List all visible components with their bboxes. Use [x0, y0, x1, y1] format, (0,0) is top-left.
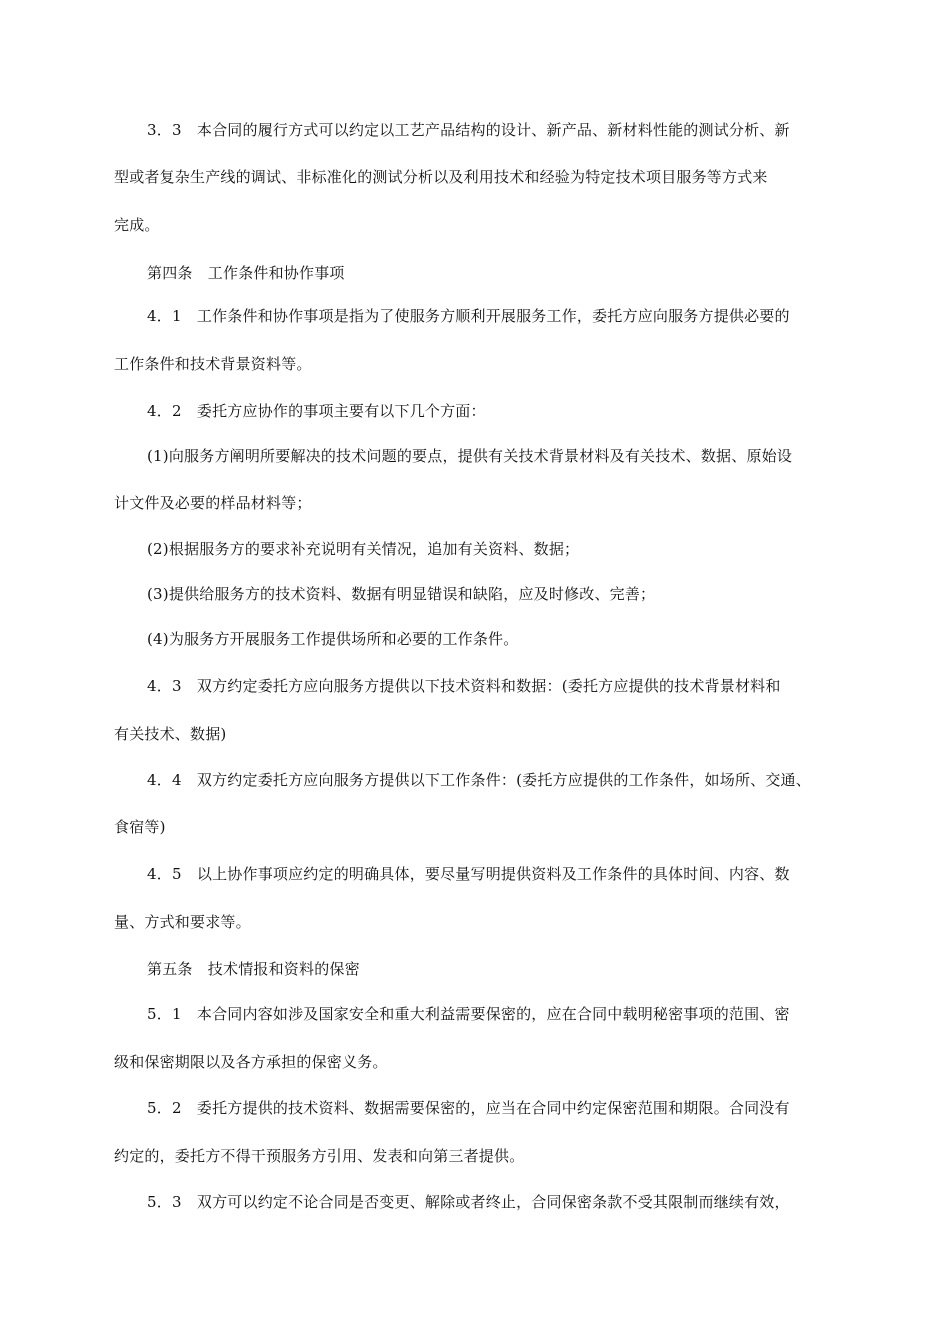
- clause-4-3-line-2: 有关技术、数据): [114, 725, 227, 743]
- clause-5-2-line-2: 约定的，委托方不得干预服务方引用、发表和向第三者提供。: [114, 1147, 525, 1165]
- clause-4-4-line-2: 食宿等): [114, 818, 166, 836]
- article-5-heading: 第五条 技术情报和资料的保密: [147, 960, 360, 978]
- item-3: (3)提供给服务方的技术资料、数据有明显错误和缺陷，应及时修改、完善；: [147, 585, 656, 603]
- clause-5-1-line-1: 5．1 本合同内容如涉及国家安全和重大利益需要保密的，应在合同中载明秘密事项的范围、密: [147, 1005, 790, 1023]
- item-4: (4)为服务方开展服务工作提供场所和必要的工作条件。: [147, 630, 519, 648]
- clause-4-3-line-1: 4．3 双方约定委托方应向服务方提供以下技术资料和数据：(委托方应提供的技术背景材料和: [147, 677, 781, 695]
- clause-4-1-line-1: 4．1 工作条件和协作事项是指为了使服务方顺利开展服务工作，委托方应向服务方提供必要的: [147, 307, 790, 325]
- clause-4-2: 4．2 委托方应协作的事项主要有以下几个方面：: [147, 402, 486, 420]
- clause-4-5-line-1: 4．5 以上协作事项应约定的明确具体，要尽量写明提供资料及工作条件的具体时间、内容、数: [147, 865, 790, 883]
- clause-5-2-line-1: 5．2 委托方提供的技术资料、数据需要保密的，应当在合同中约定保密范围和期限。合同没有: [147, 1099, 790, 1117]
- item-1-line-2: 计文件及必要的样品材料等；: [114, 494, 312, 512]
- clause-3-3-line-1: 3．3 本合同的履行方式可以约定以工艺产品结构的设计、新产品、新材料性能的测试分析、新: [147, 121, 790, 139]
- clause-5-1-line-2: 级和保密期限以及各方承担的保密义务。: [114, 1053, 388, 1071]
- clause-3-3-line-3: 完成。: [114, 216, 160, 234]
- clause-5-3-line-1: 5．3 双方可以约定不论合同是否变更、解除或者终止，合同保密条款不受其限制而继续有效，: [147, 1193, 790, 1211]
- clause-3-3-line-2: 型或者复杂生产线的调试、非标准化的测试分析以及利用技术和经验为特定技术项目服务等方式来: [114, 168, 768, 186]
- clause-4-1-line-2: 工作条件和技术背景资料等。: [114, 355, 312, 373]
- clause-4-4-line-1: 4．4 双方约定委托方应向服务方提供以下工作条件：(委托方应提供的工作条件，如场所、交通、: [147, 771, 811, 789]
- item-2: (2)根据服务方的要求补充说明有关情况，追加有关资料、数据；: [147, 540, 580, 558]
- item-1-line-1: (1)向服务方阐明所要解决的技术问题的要点，提供有关技术背景材料及有关技术、数据、原始设: [147, 447, 793, 465]
- clause-4-5-line-2: 量、方式和要求等。: [114, 913, 251, 931]
- article-4-heading: 第四条 工作条件和协作事项: [147, 264, 345, 282]
